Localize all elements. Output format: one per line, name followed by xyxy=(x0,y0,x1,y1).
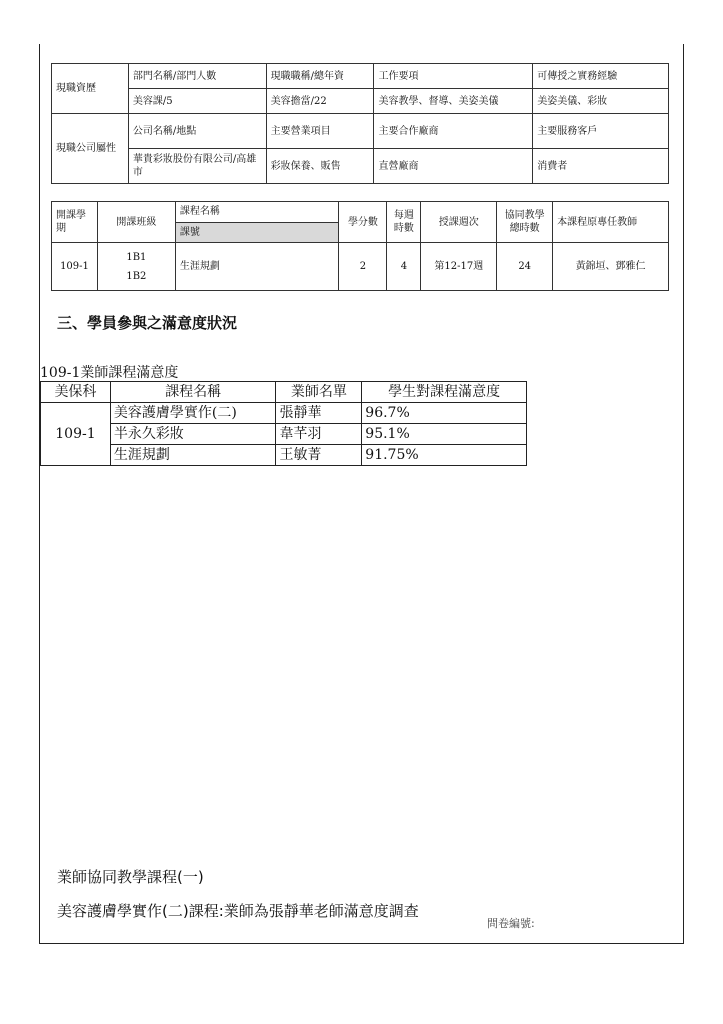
header-cell: 工作要項 xyxy=(374,64,533,89)
course-code-header: 課號 xyxy=(175,222,339,243)
value-cell: 直營廠商 xyxy=(374,149,533,184)
score-cell: 95.1% xyxy=(362,424,527,445)
section-title: 三、學員參與之滿意度狀況 xyxy=(57,314,238,332)
teacher-cell: 張靜華 xyxy=(276,403,362,424)
header-cell: 主要服務客戶 xyxy=(533,114,669,149)
course-cell: 美容護膚學實作(二) xyxy=(110,403,276,424)
class-value-1: 1B1 xyxy=(126,251,147,263)
value-cell: 美容課/5 xyxy=(128,89,266,114)
weekly-hours-header: 每週時數 xyxy=(387,202,421,243)
original-teacher-header: 本課程原專任教師 xyxy=(553,202,669,243)
co-teach-hours-header: 協同教學總時數 xyxy=(497,202,553,243)
value-cell: 美姿美儀、彩妝 xyxy=(533,89,669,114)
header-cell: 主要合作廠商 xyxy=(374,114,533,149)
value-cell: 美容擔當/22 xyxy=(266,89,374,114)
header-cell: 主要營業項目 xyxy=(266,114,374,149)
value-cell: 美容教學、督導、美姿美儀 xyxy=(374,89,533,114)
teacher-cell: 王敏菁 xyxy=(276,445,362,466)
co-teach-hours-value: 24 xyxy=(497,243,553,291)
class-header: 開課班級 xyxy=(97,202,175,243)
experience-table xyxy=(51,63,669,184)
credits-header: 學分數 xyxy=(339,202,387,243)
semester-value: 109-1 xyxy=(52,243,98,291)
course-cell: 生涯規劃 xyxy=(110,445,276,466)
score-cell: 91.75% xyxy=(362,445,527,466)
credits-value: 2 xyxy=(339,243,387,291)
original-teacher-value: 黃錦垣、鄧雅仁 xyxy=(553,243,669,291)
dept-header: 美保科 xyxy=(41,382,111,403)
header-cell: 可傳授之實務經驗 xyxy=(533,64,669,89)
header-cell: 公司名稱/地點 xyxy=(128,114,266,149)
semester-cell: 109-1 xyxy=(41,403,111,466)
footer-line-1: 業師協同教學課程(一) xyxy=(57,868,204,886)
weekly-hours-value: 4 xyxy=(387,243,421,291)
value-cell: 消費者 xyxy=(533,149,669,184)
score-header: 學生對課程滿意度 xyxy=(362,382,527,403)
course-name-header: 課程名稱 xyxy=(175,202,339,223)
teacher-cell: 韋芊羽 xyxy=(276,424,362,445)
questionnaire-number-label: 問卷編號: xyxy=(487,917,535,930)
satisfaction-table xyxy=(40,381,527,466)
score-cell: 96.7% xyxy=(362,403,527,424)
teacher-header: 業師名單 xyxy=(276,382,362,403)
current-post-label: 現職資歷 xyxy=(52,64,129,114)
class-value-2: 1B2 xyxy=(126,270,147,282)
course-header: 課程名稱 xyxy=(110,382,276,403)
value-cell: 華貴彩妝股份有限公司/高雄市 xyxy=(128,149,266,184)
class-value xyxy=(97,243,175,291)
weeks-value: 第12-17週 xyxy=(421,243,497,291)
footer-line-2: 美容護膚學實作(二)課程:業師為張靜華老師滿意度調查 xyxy=(57,902,419,920)
semester-header: 開課學期 xyxy=(52,202,98,243)
satisfaction-heading: 109-1業師課程滿意度 xyxy=(40,365,179,381)
header-cell: 部門名稱/部門人數 xyxy=(128,64,266,89)
header-cell: 現職職稱/總年資 xyxy=(266,64,374,89)
weeks-header: 授課週次 xyxy=(421,202,497,243)
course-cell: 半永久彩妝 xyxy=(110,424,276,445)
course-table xyxy=(51,201,669,291)
company-label: 現職公司屬性 xyxy=(52,114,129,184)
value-cell: 彩妝保養、販售 xyxy=(266,149,374,184)
course-name-value: 生涯規劃 xyxy=(175,243,339,291)
